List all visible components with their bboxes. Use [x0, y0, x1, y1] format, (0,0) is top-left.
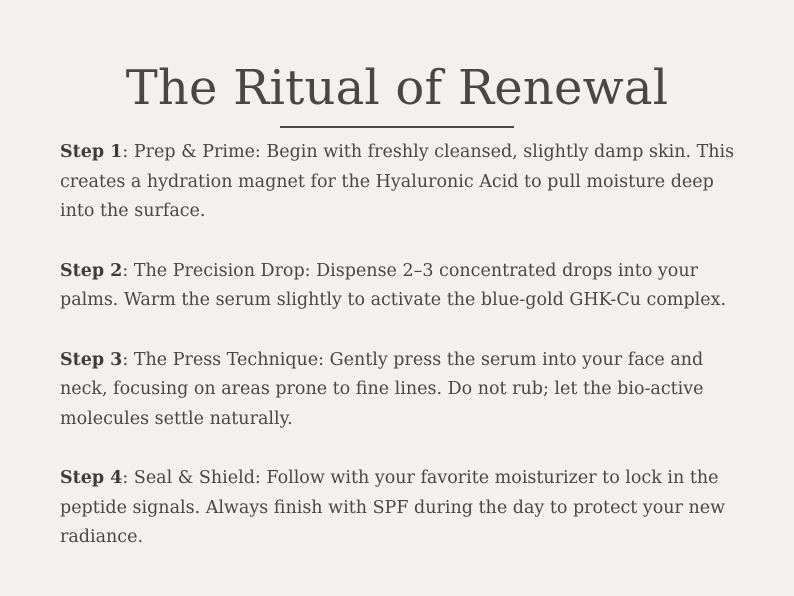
steps-list: [60, 138, 750, 583]
title-underline: [280, 126, 514, 128]
page-title: The Ritual of Renewal: [125, 60, 669, 116]
step-2-text: : The Precision Drop: Dispense 2–3 concentrated drops into your palms. Warm the serum slightly to activate the blue-gold GHK-Cu complex.: [60, 260, 727, 310]
step-4-text: : Seal & Shield: Follow with your favorite moisturizer to lock in the peptide signals. Always finish with SPF during the day to protect your new radiance.: [60, 468, 726, 547]
step-3-text: : The Press Technique: Gently press the serum into your face and neck, focusing on areas prone to fine lines. Do not rub; let the bio-active molecules settle naturally.: [60, 349, 704, 429]
step-2: [60, 257, 750, 316]
step-4: [60, 464, 750, 553]
step-3: [60, 346, 750, 435]
step-3-label: Step 3: [60, 349, 123, 370]
step-4-label: Step 4: [60, 468, 123, 488]
step-1: [60, 138, 750, 227]
step-1-label: Step 1: [60, 142, 123, 162]
step-1-text: : Prep & Prime: Begin with freshly cleansed, slightly damp skin. This creates a hydration magnet for the Hyaluronic Acid to pull moisture deep into the surface.: [60, 142, 735, 221]
step-2-label: Step 2: [60, 260, 123, 281]
